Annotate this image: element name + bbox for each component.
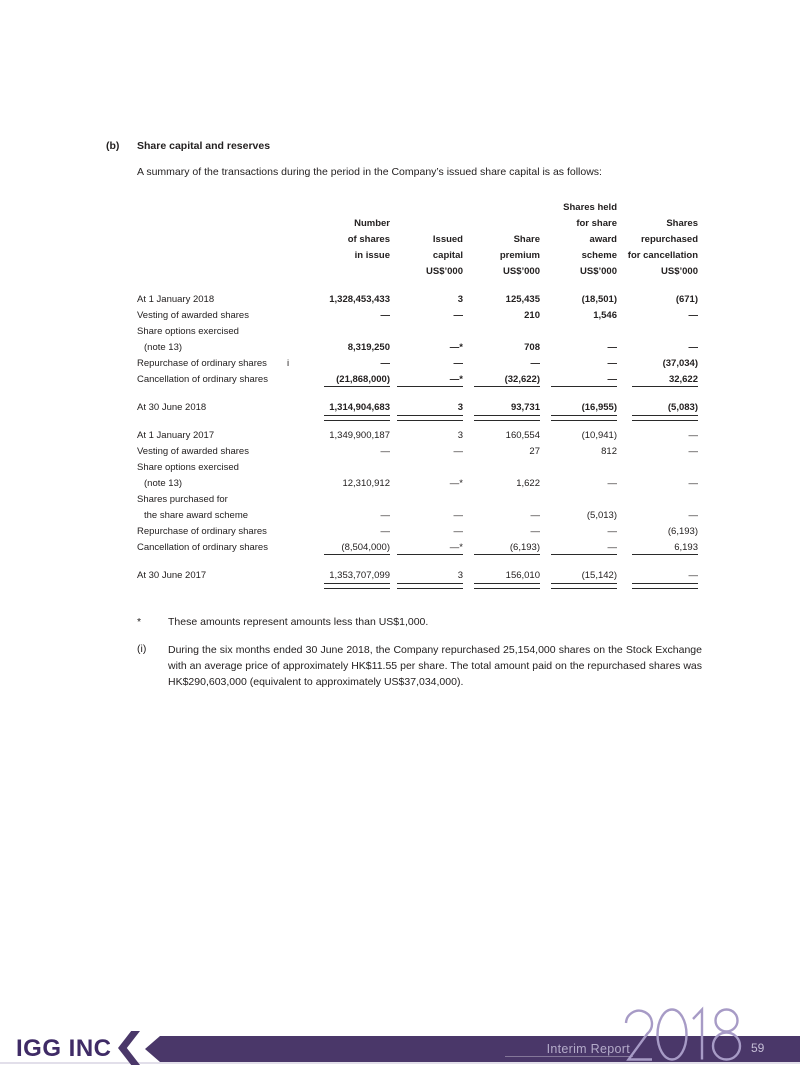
cell-value: —: [688, 430, 698, 441]
cell-value: (32,622): [504, 374, 540, 385]
rule-line: [474, 386, 540, 387]
row-label: (note 13): [144, 342, 183, 353]
rule-spacer: [287, 583, 299, 588]
rule-spacer: [137, 386, 287, 400]
double-rule-line: [397, 415, 463, 421]
rule-cell: [390, 554, 463, 568]
row-ref: [287, 324, 299, 340]
table-header-row: [137, 248, 698, 264]
cell-value: 6,193: [674, 542, 698, 553]
row-label: the share award scheme: [144, 510, 249, 521]
table-total-row: [137, 568, 698, 584]
double-rule-line: [474, 583, 540, 589]
table-body: [137, 280, 698, 588]
cell-value: —: [530, 510, 540, 521]
column-header: Share: [513, 234, 540, 245]
cell-value: —: [688, 478, 698, 489]
footnote-i-marker: (i): [137, 643, 147, 655]
table-row: [137, 324, 698, 340]
year-graphic: [622, 1006, 760, 1064]
rule-spacer: [287, 554, 299, 568]
double-rule-line: [397, 583, 463, 589]
rule-spacer: [137, 554, 287, 568]
header-gap: [137, 280, 698, 292]
cell-value: (6,193): [509, 542, 540, 553]
table-row: [137, 508, 698, 524]
header-spacer: [287, 200, 299, 216]
table-rule-row: [137, 415, 698, 420]
cell-value: [390, 460, 463, 476]
cell-value: —: [380, 358, 390, 369]
row-label: Repurchase of ordinary shares: [137, 358, 267, 369]
double-rule-line: [324, 583, 390, 589]
column-header: US$’000: [580, 266, 617, 277]
total-value: —: [688, 570, 698, 581]
total-value: 3: [457, 570, 463, 581]
row-ref: [287, 568, 299, 584]
rule-cell: [390, 415, 463, 420]
table-header-row: [137, 200, 698, 216]
column-header: [299, 200, 390, 216]
total-value: (15,142): [581, 570, 617, 581]
cell-value: [299, 460, 390, 476]
table-row: [137, 308, 698, 324]
cell-value: —: [607, 358, 617, 369]
column-header: [390, 200, 463, 216]
footnote-star: [137, 616, 428, 628]
rule-line: [632, 554, 698, 555]
column-header: for share: [576, 218, 617, 229]
row-ref: [287, 524, 299, 540]
cell-value: —*: [449, 374, 463, 385]
chevron-left-icon: [118, 1031, 140, 1065]
column-header: Number: [354, 218, 390, 229]
rule-cell: [390, 386, 463, 400]
column-header: US$’000: [661, 266, 698, 277]
cell-value: (18,501): [581, 294, 617, 305]
table-row: [137, 524, 698, 540]
cell-value: [463, 460, 540, 476]
cell-value: (21,868,000): [336, 374, 390, 385]
cell-value: 1,328,453,433: [329, 294, 390, 305]
cell-value: —*: [449, 478, 463, 489]
cell-value: —: [607, 342, 617, 353]
column-header: Issued: [432, 234, 463, 245]
table-row: [137, 460, 698, 476]
intro-paragraph: A summary of the transactions during the period in the Company’s issued share capital is as follows:: [137, 166, 602, 178]
cell-value: —: [380, 510, 390, 521]
total-value: 93,731: [510, 402, 540, 413]
rule-line: [324, 386, 390, 387]
row-ref: [287, 340, 299, 356]
cell-value: 12,310,912: [342, 478, 390, 489]
column-header: capital: [432, 250, 463, 261]
column-header: [390, 216, 463, 232]
cell-value: [540, 324, 617, 340]
cell-value: 812: [601, 446, 617, 457]
total-value: 156,010: [505, 570, 540, 581]
table-row: [137, 492, 698, 508]
row-ref: [287, 444, 299, 460]
table-row: [137, 292, 698, 308]
cell-value: [299, 492, 390, 508]
double-rule-line: [551, 583, 617, 589]
rule-cell: [617, 415, 698, 420]
rule-cell: [540, 415, 617, 420]
section-gap: [137, 420, 698, 428]
column-header: scheme: [581, 250, 617, 261]
row-ref: i: [287, 358, 290, 369]
table-rule-row: [137, 386, 698, 400]
rule-line: [397, 386, 463, 387]
row-label: Cancellation of ordinary shares: [137, 374, 268, 385]
section-marker: (b): [106, 140, 120, 152]
rule-line: [474, 554, 540, 555]
cell-value: 3: [457, 430, 463, 441]
header-spacer: [287, 264, 299, 280]
header-spacer: [287, 232, 299, 248]
cell-value: —: [607, 526, 617, 537]
cell-value: 210: [524, 310, 540, 321]
double-rule-line: [632, 415, 698, 421]
table-header-row: [137, 232, 698, 248]
rule-spacer: [287, 415, 299, 420]
report-name: Interim Report: [546, 1042, 630, 1056]
rule-cell: [617, 554, 698, 568]
cell-value: 27: [529, 446, 540, 457]
table-header: [137, 200, 698, 280]
row-label: Cancellation of ordinary shares: [137, 542, 268, 553]
rule-line: [551, 386, 617, 387]
double-rule-line: [551, 415, 617, 421]
cell-value: —*: [449, 342, 463, 353]
header-spacer: [137, 216, 287, 232]
cell-value: 32,622: [668, 374, 698, 385]
column-header: [463, 216, 540, 232]
column-header: of shares: [347, 234, 390, 245]
total-value: (5,083): [667, 402, 698, 413]
rule-line: [632, 386, 698, 387]
cell-value: —: [380, 446, 390, 457]
cell-value: —: [453, 358, 463, 369]
rule-cell: [617, 386, 698, 400]
total-label: At 30 June 2018: [137, 402, 207, 413]
rule-cell: [540, 554, 617, 568]
cell-value: (5,013): [586, 510, 617, 521]
total-value: 1,353,707,099: [329, 570, 390, 581]
row-label: At 1 January 2017: [137, 430, 215, 441]
cell-value: —: [607, 374, 617, 385]
cell-value: [617, 460, 698, 476]
cell-value: —: [607, 542, 617, 553]
cell-value: [540, 492, 617, 508]
cell-value: 1,546: [593, 310, 617, 321]
rule-cell: [299, 583, 390, 588]
rule-cell: [299, 415, 390, 420]
cell-value: —: [453, 510, 463, 521]
page-number: 59: [751, 1041, 765, 1055]
row-ref: [287, 492, 299, 508]
column-header: Shares held: [563, 202, 617, 213]
rule-spacer: [287, 386, 299, 400]
header-spacer: [287, 248, 299, 264]
rule-cell: [463, 554, 540, 568]
cell-value: —: [530, 358, 540, 369]
total-value: (16,955): [581, 402, 617, 413]
rule-cell: [299, 554, 390, 568]
table-row: [137, 444, 698, 460]
footnote-star-marker: *: [137, 616, 142, 628]
cell-value: (37,034): [662, 358, 698, 369]
table-row: [137, 428, 698, 444]
cell-value: (10,941): [581, 430, 617, 441]
cell-value: [390, 324, 463, 340]
column-header: premium: [499, 250, 540, 261]
cell-value: 125,435: [505, 294, 540, 305]
cell-value: [463, 324, 540, 340]
cell-value: 160,554: [505, 430, 540, 441]
cell-value: [463, 492, 540, 508]
table-header-row: [137, 264, 698, 280]
rule-cell: [463, 386, 540, 400]
row-label: (note 13): [144, 478, 183, 489]
report-name-underline: [505, 1056, 633, 1057]
cell-value: —: [688, 342, 698, 353]
cell-value: —: [530, 526, 540, 537]
column-header: for cancellation: [627, 250, 698, 261]
cell-value: —: [688, 510, 698, 521]
double-rule-line: [632, 583, 698, 589]
double-rule-line: [324, 415, 390, 421]
total-value: 3: [457, 402, 463, 413]
cell-value: 1,349,900,187: [329, 430, 390, 441]
cell-value: [540, 460, 617, 476]
header-spacer: [137, 232, 287, 248]
rule-cell: [390, 583, 463, 588]
column-header: Shares: [666, 218, 698, 229]
column-header: [463, 200, 540, 216]
row-label: Repurchase of ordinary shares: [137, 526, 267, 537]
cell-value: —: [453, 526, 463, 537]
rule-line: [324, 554, 390, 555]
cell-value: —: [453, 446, 463, 457]
column-header: US$’000: [426, 266, 463, 277]
row-ref: [287, 308, 299, 324]
total-label: At 30 June 2017: [137, 570, 207, 581]
table-row: [137, 356, 698, 372]
row-label: Share options exercised: [137, 462, 239, 473]
rule-spacer: [137, 415, 287, 420]
total-value: 1,314,904,683: [329, 402, 390, 413]
row-ref: [287, 476, 299, 492]
cell-value: (671): [675, 294, 698, 305]
table-header-row: [137, 216, 698, 232]
rule-cell: [463, 415, 540, 420]
cell-value: —: [380, 310, 390, 321]
cell-value: [617, 324, 698, 340]
row-label: Vesting of awarded shares: [137, 310, 249, 321]
double-rule-line: [474, 415, 540, 421]
rule-line: [551, 554, 617, 555]
footnote-star-text: These amounts represent amounts less than US$1,000.: [168, 616, 429, 628]
row-ref: [287, 400, 299, 416]
rule-cell: [463, 583, 540, 588]
header-spacer: [287, 216, 299, 232]
rule-cell: [299, 386, 390, 400]
cell-value: —: [688, 310, 698, 321]
rule-cell: [617, 583, 698, 588]
row-label: At 1 January 2018: [137, 294, 215, 305]
row-ref: [287, 428, 299, 444]
table-row: [137, 340, 698, 356]
company-logo: IGG INC: [16, 1035, 112, 1062]
share-capital-table: [137, 200, 698, 588]
row-ref: [287, 292, 299, 308]
cell-value: [390, 492, 463, 508]
cell-value: 3: [457, 294, 463, 305]
column-header: award: [589, 234, 617, 245]
cell-value: —*: [449, 542, 463, 553]
cell-value: 1,622: [516, 478, 540, 489]
cell-value: [617, 492, 698, 508]
row-ref: [287, 460, 299, 476]
cell-value: —: [380, 526, 390, 537]
section-title: Share capital and reserves: [137, 140, 271, 152]
column-header: in issue: [354, 250, 390, 261]
footnote-i-text: During the six months ended 30 June 2018, the Company repurchased 25,154,000 shares on the Stock Exchange with an average price of approximately HK$11.55 per share. The total amount paid on the repurchased shares was HK$290,603,000 (equivalent to approximately US$37,034,000).: [168, 644, 702, 688]
cell-value: 708: [524, 342, 540, 353]
column-header: [617, 200, 698, 216]
header-spacer: [137, 248, 287, 264]
header-spacer: [137, 264, 287, 280]
row-label: Vesting of awarded shares: [137, 446, 249, 457]
row-label: Shares purchased for: [137, 494, 228, 505]
table-row: [137, 476, 698, 492]
column-header: repurchased: [640, 234, 698, 245]
cell-value: (8,504,000): [341, 542, 390, 553]
column-header: US$’000: [503, 266, 540, 277]
cell-value: —: [453, 310, 463, 321]
rule-cell: [540, 583, 617, 588]
cell-value: [299, 324, 390, 340]
cell-value: 8,319,250: [347, 342, 390, 353]
row-label: Share options exercised: [137, 326, 239, 337]
table-rule-row: [137, 583, 698, 588]
table-total-row: [137, 400, 698, 416]
rule-cell: [540, 386, 617, 400]
cell-value: —: [688, 446, 698, 457]
column-header: [299, 264, 390, 280]
row-ref: [287, 508, 299, 524]
rule-line: [397, 554, 463, 555]
header-spacer: [137, 200, 287, 216]
table-rule-row: [137, 554, 698, 568]
cell-value: —: [607, 478, 617, 489]
rule-spacer: [137, 583, 287, 588]
cell-value: (6,193): [667, 526, 698, 537]
